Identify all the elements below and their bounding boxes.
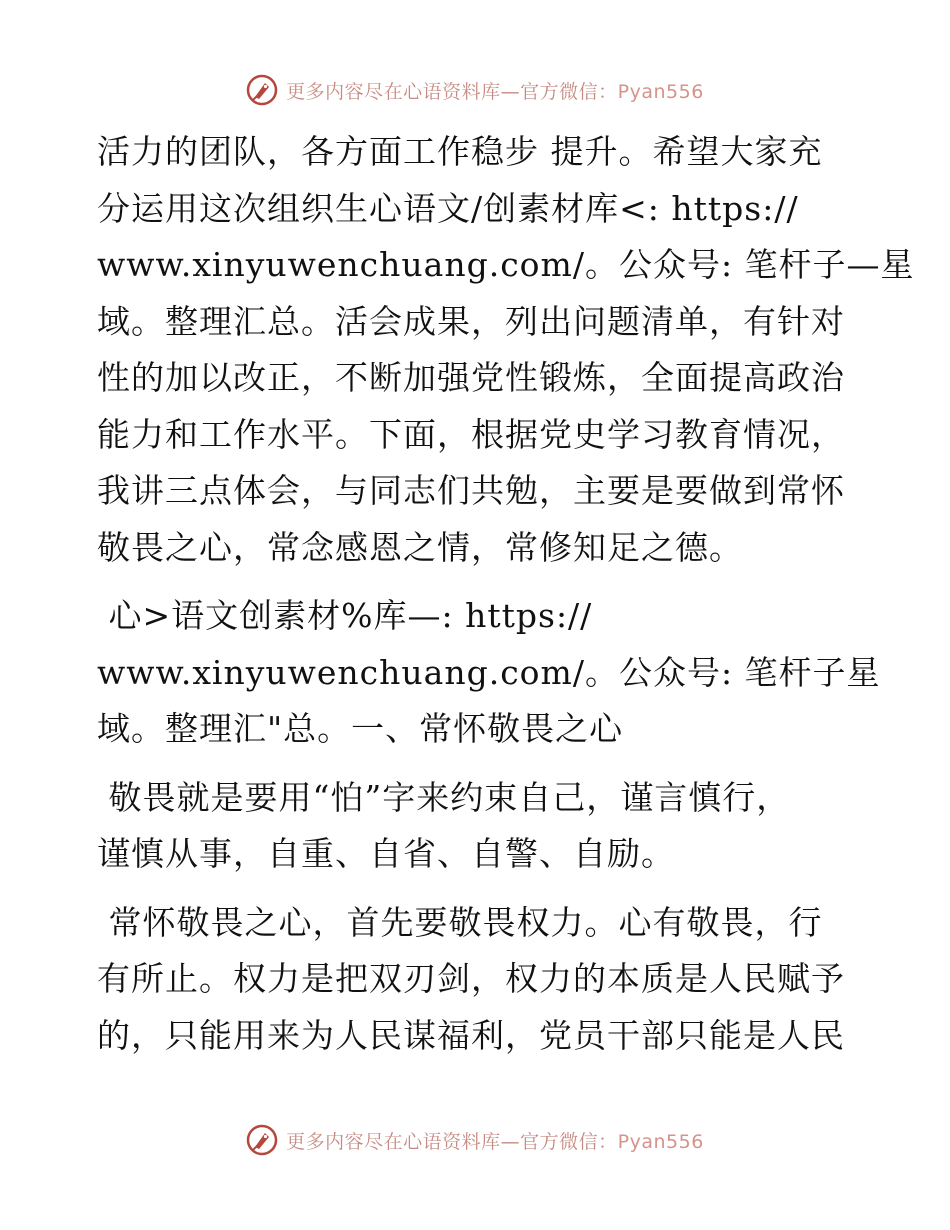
text-line: 敬畏就是要用“怕”字来约束自己，谨言慎行， xyxy=(97,777,791,817)
banner-text: 更多内容尽在心语资料库—官方微信：Pyan556 xyxy=(286,80,704,103)
text-line: 性的加以改正，不断加强党性锻炼，全面提高政治 xyxy=(97,358,845,397)
pen-nib-logo-icon xyxy=(246,74,278,106)
paragraph xyxy=(97,895,857,1065)
text-line: 的，只能用来为人民谋福利，党员干部只能是人民 xyxy=(97,1015,845,1055)
text-line: 域。整理汇总。活会成果，列出问题清单，有针对 xyxy=(97,301,845,341)
text-line: 分运用这次组织生心语文/创素材库<: https:// xyxy=(97,188,799,228)
text-line: 我讲三点体会，与同志们共勉，主要是要做到常怀 xyxy=(97,471,845,510)
header-banner xyxy=(0,70,950,110)
footer-banner xyxy=(0,1120,950,1160)
text-line: www.xinyuwenchuang.com/。公众号: 笔杆子—星 xyxy=(97,245,915,284)
pen-nib-logo-icon xyxy=(246,1124,278,1156)
paragraph xyxy=(97,770,857,883)
text-line: 谨慎从事，自重、自省、自警、自励。 xyxy=(97,834,675,873)
text-line: 心>语文创素材%库—: https:// xyxy=(97,596,593,635)
text-line: 域。整理汇"总。一、常怀敬畏之心 xyxy=(97,709,624,748)
text-line: 能力和工作水平。下面，根据党史学习教育情况， xyxy=(97,414,845,454)
paragraph xyxy=(97,124,915,576)
text-line: 敬畏之心，常念感恩之情，常修知足之德。 xyxy=(97,527,743,567)
text-line: www.xinyuwenchuang.com/。公众号: 笔杆子星 xyxy=(97,652,881,692)
text-line: 有所止。权力是把双刃剑，权力的本质是人民赋予 xyxy=(97,959,845,998)
document-body xyxy=(97,124,915,1064)
text-line: 常怀敬畏之心，首先要敬畏权力。心有敬畏，行 xyxy=(97,902,823,942)
wechat-id: Pyan556 xyxy=(617,1130,704,1153)
paragraph xyxy=(97,588,881,758)
text-line: 活力的团队，各方面工作稳步 提升。希望大家充 xyxy=(97,132,823,171)
banner-text: 更多内容尽在心语资料库—官方微信：Pyan556 xyxy=(286,1130,704,1153)
wechat-id: Pyan556 xyxy=(617,80,704,103)
